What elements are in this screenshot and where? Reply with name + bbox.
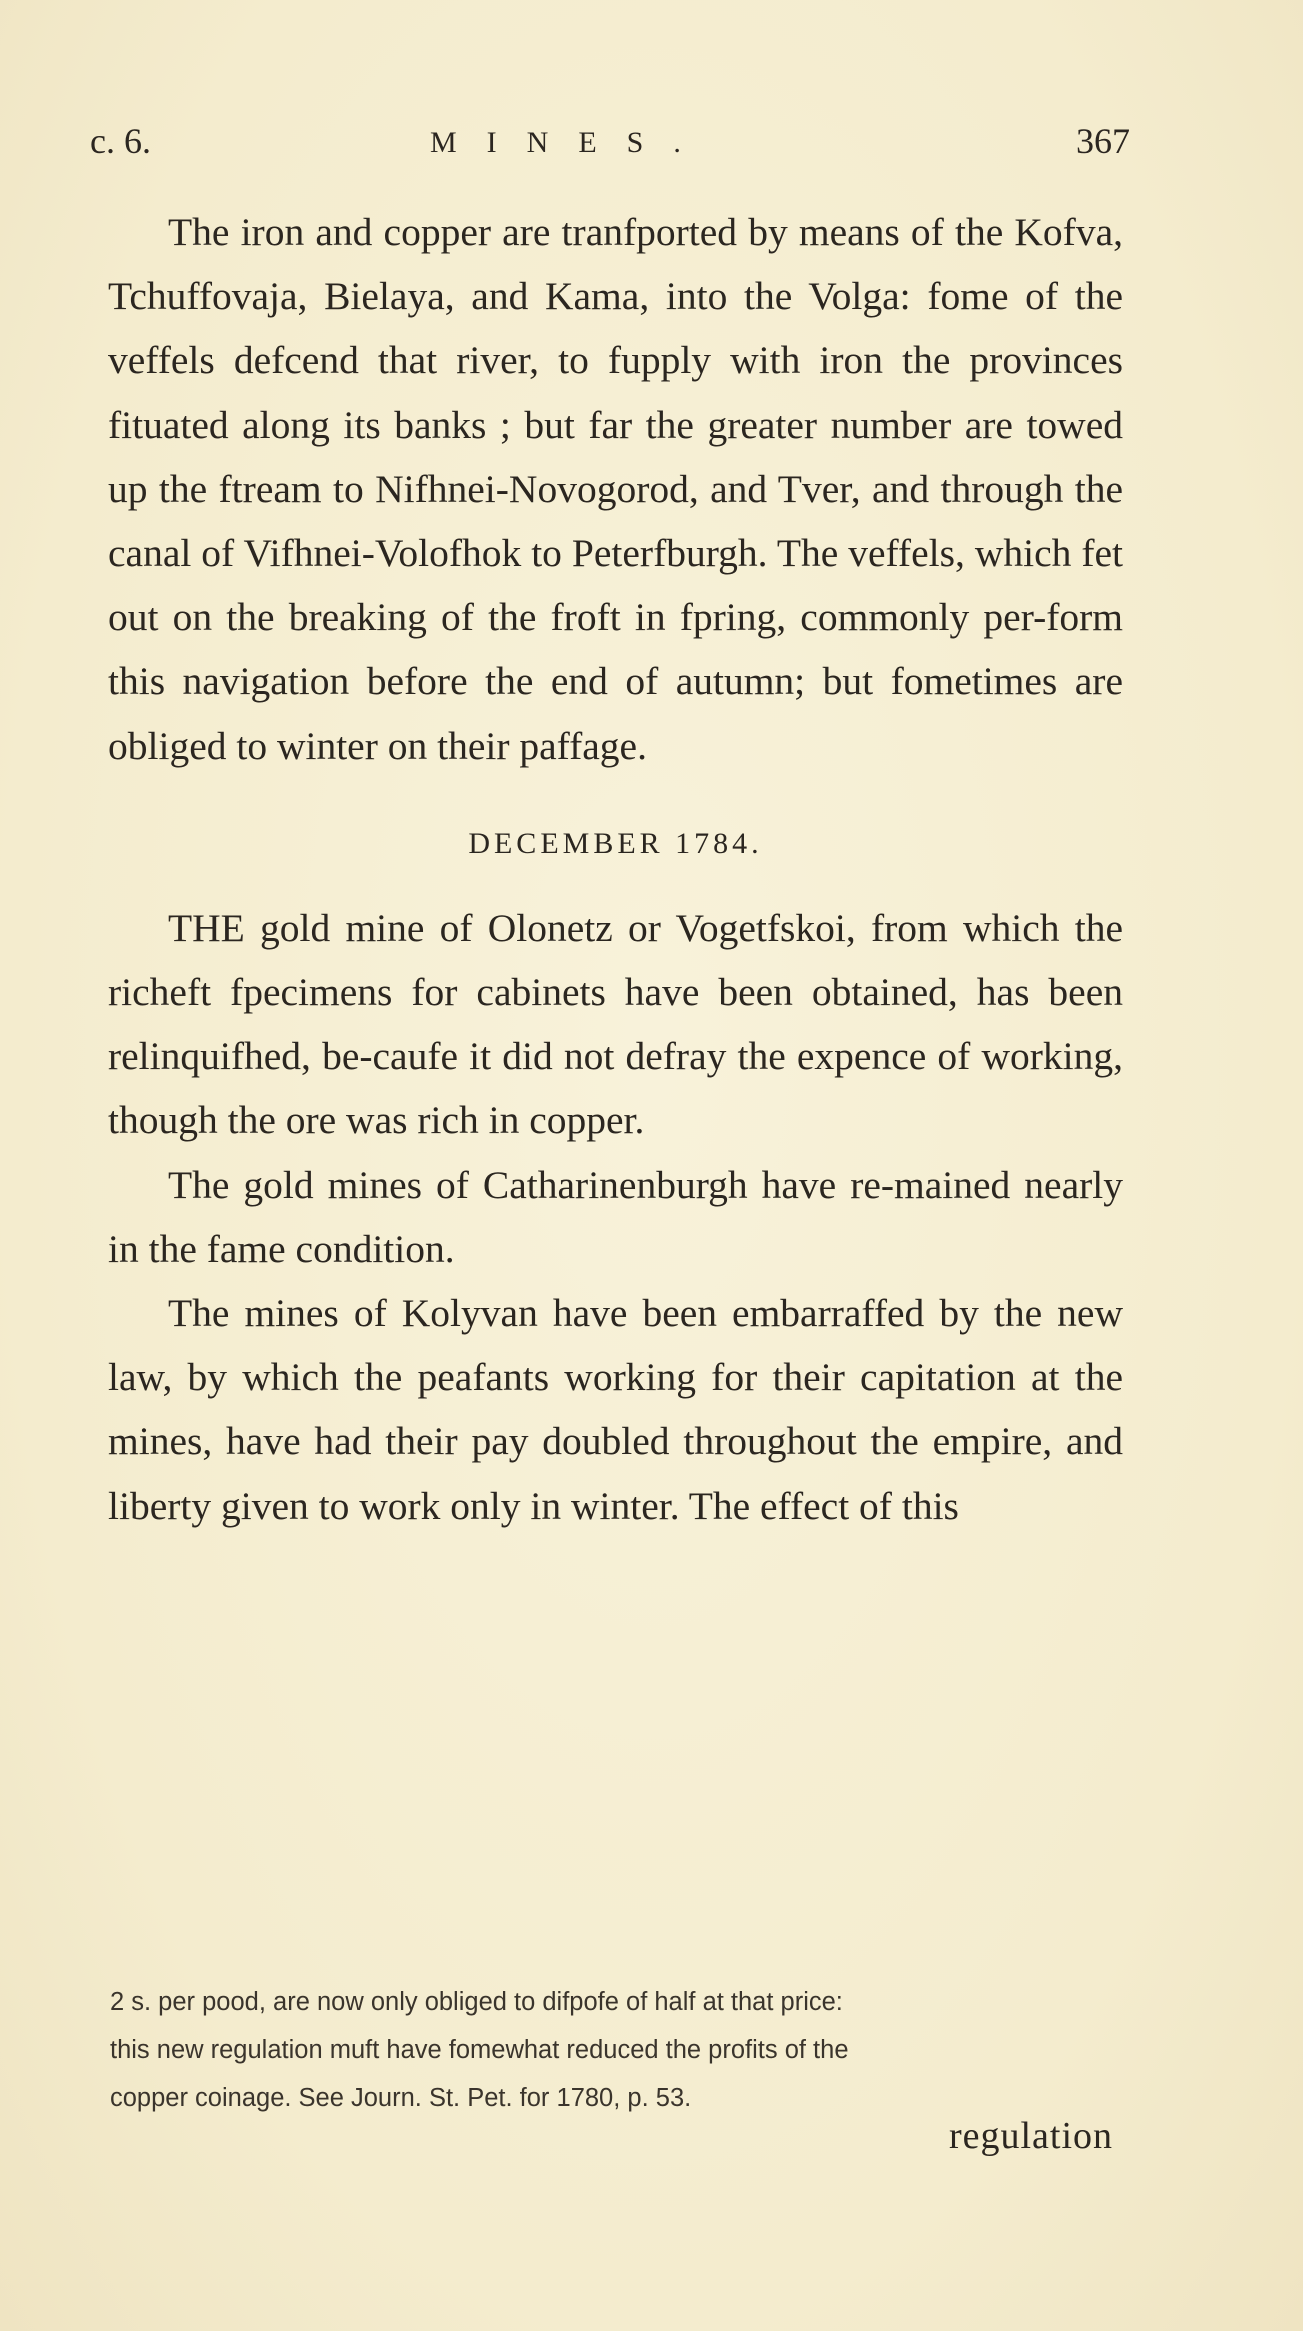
footnote xyxy=(110,1978,1120,2122)
paragraph-transport: The iron and copper are tranfported by means of the Kofva, Tchuffovaja, Bielaya, and Kama, into the Volga: fome of the veffels defcend that river, to fupply with iron the provinces fituated along its banks ; but far the greater number are towed up the ftream to Nifhnei-Novogorod, and Tver, and through the canal of Vifhnei-Volofhok to Peterfburgh. The veffels, which fet out on the breaking of the froft in fpring, commonly per-form this navigation before the end of autumn; but fometimes are obliged to winter on their paffage. xyxy=(108,210,1123,768)
page-number: 367 xyxy=(1076,121,1130,161)
footnote-line: this new regulation muft have fomewhat reduced the profits of the xyxy=(110,2036,849,2064)
section-mark: c. 6. xyxy=(90,121,151,161)
catchword: regulation xyxy=(948,2115,1113,2157)
paragraph-catharinenburgh: The gold mines of Catharinenburgh have re-mained nearly in the fame condition. xyxy=(108,1162,1123,1271)
section-heading-date: DECEMBER 1784. xyxy=(468,826,763,860)
running-head xyxy=(90,120,1130,170)
paragraph-kolyvan: The mines of Kolyvan have been embarraffed by the new law, by which the peafants working for their capitation at the mines, have had their pay doubled throughout the empire, and liberty given to work only in winter. The effect of this xyxy=(108,1291,1123,1528)
main-text xyxy=(108,200,1123,1538)
footnote-line: copper coinage. See Journ. St. Pet. for 1780, p. 53. xyxy=(110,2084,692,2112)
running-title: MINES. xyxy=(430,126,711,159)
paragraph-olonetz: THE gold mine of Olonetz or Vogetfskoi, from which the richeft fpecimens for cabinets have been obtained, has been relinquifhed, be-caufe it did not defray the expence of working, though the ore was rich in copper. xyxy=(108,905,1123,1143)
footnote-line: 2 s. per pood, are now only obliged to difpofe of half at that price: xyxy=(110,1988,843,2016)
